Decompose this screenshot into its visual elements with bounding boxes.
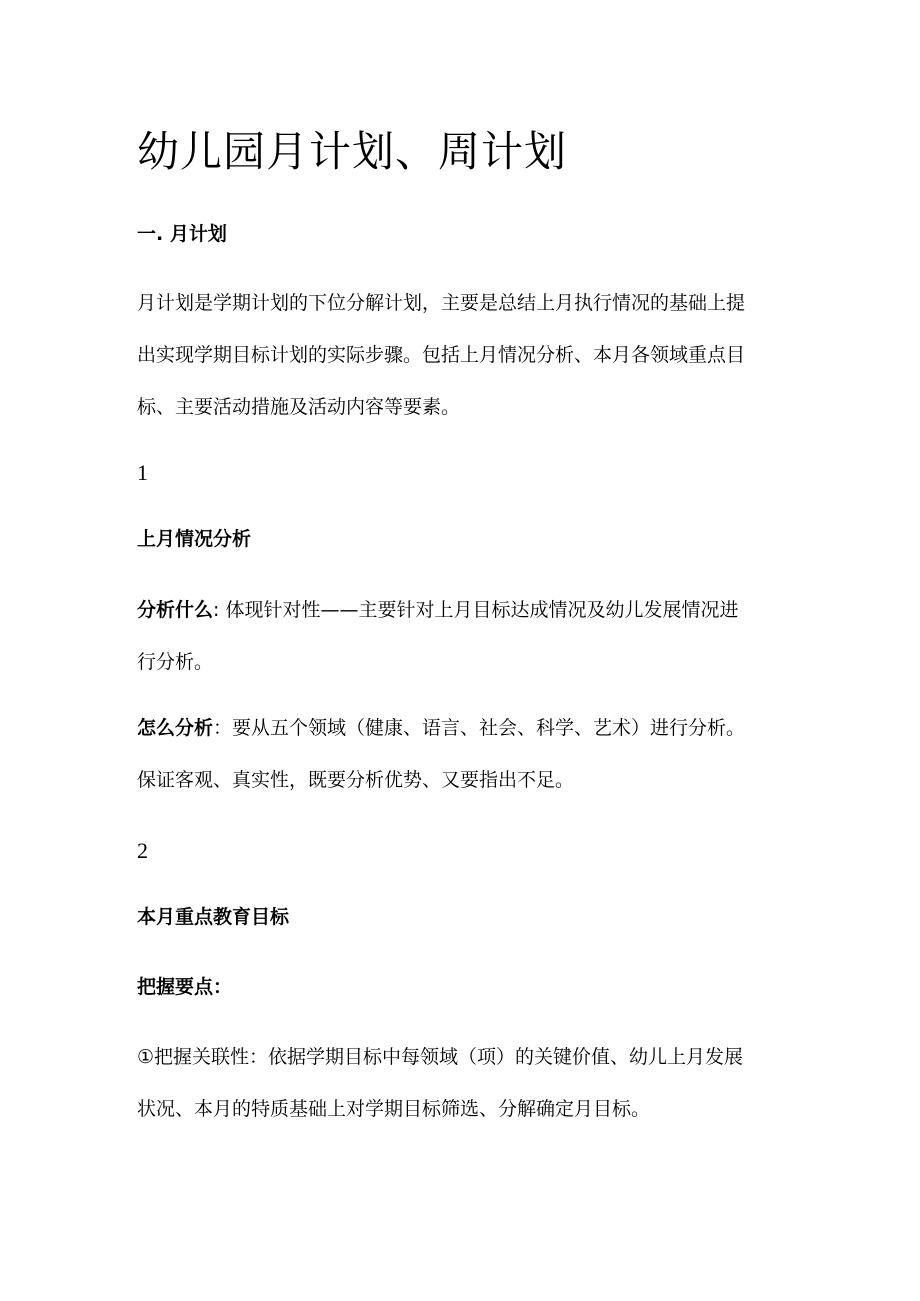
what-to-analyze-text: : 体现针对性——主要针对上月目标达成情况及幼儿发展情况进 bbox=[213, 599, 739, 621]
intro-paragraph bbox=[137, 277, 787, 433]
how-to-analyze-text: ：要从五个领域（健康、语言、社会、科学、艺术）进行分析。 bbox=[213, 717, 746, 739]
what-to-analyze-line-1 bbox=[137, 584, 787, 636]
key-points-label: 把握要点： bbox=[137, 976, 233, 998]
what-to-analyze-label: 分析什么 bbox=[137, 599, 214, 621]
item-number-2: 2 bbox=[137, 838, 148, 863]
item-number-1: 1 bbox=[137, 460, 148, 485]
item-heading-key-goals: 本月重点教育目标 bbox=[137, 906, 290, 928]
intro-line-2: 出实现学期目标计划的实际步骤。包括上月情况分析、本月各领域重点目 bbox=[137, 344, 746, 366]
intro-line-3: 标、主要活动措施及活动内容等要素。 bbox=[137, 396, 461, 418]
how-to-analyze-line-2: 保证客观、真实性，既要分析优势、又要指出不足。 bbox=[137, 769, 575, 791]
point-1-paragraph bbox=[137, 1031, 787, 1135]
how-to-analyze-paragraph bbox=[137, 702, 787, 806]
item-heading-last-month-analysis: 上月情况分析 bbox=[137, 528, 252, 550]
how-to-analyze-line-1 bbox=[137, 702, 787, 754]
page-title: 幼儿园月计划、周计划 bbox=[137, 127, 568, 176]
point-1-line-1: ①把握关联性：依据学期目标中每领域（项）的关键价值、幼儿上月发展 bbox=[137, 1046, 744, 1068]
intro-line-1: 月计划是学期计划的下位分解计划，主要是总结上月执行情况的基础上提 bbox=[137, 292, 746, 314]
how-to-analyze-label: 怎么分析 bbox=[137, 717, 214, 739]
what-to-analyze-paragraph bbox=[137, 584, 787, 688]
point-1-line-2: 状况、本月的特质基础上对学期目标筛选、分解确定月目标。 bbox=[137, 1098, 651, 1120]
what-to-analyze-line-2: 行分析。 bbox=[137, 651, 214, 673]
section-heading-monthly-plan: 一. 月计划 bbox=[137, 223, 227, 245]
